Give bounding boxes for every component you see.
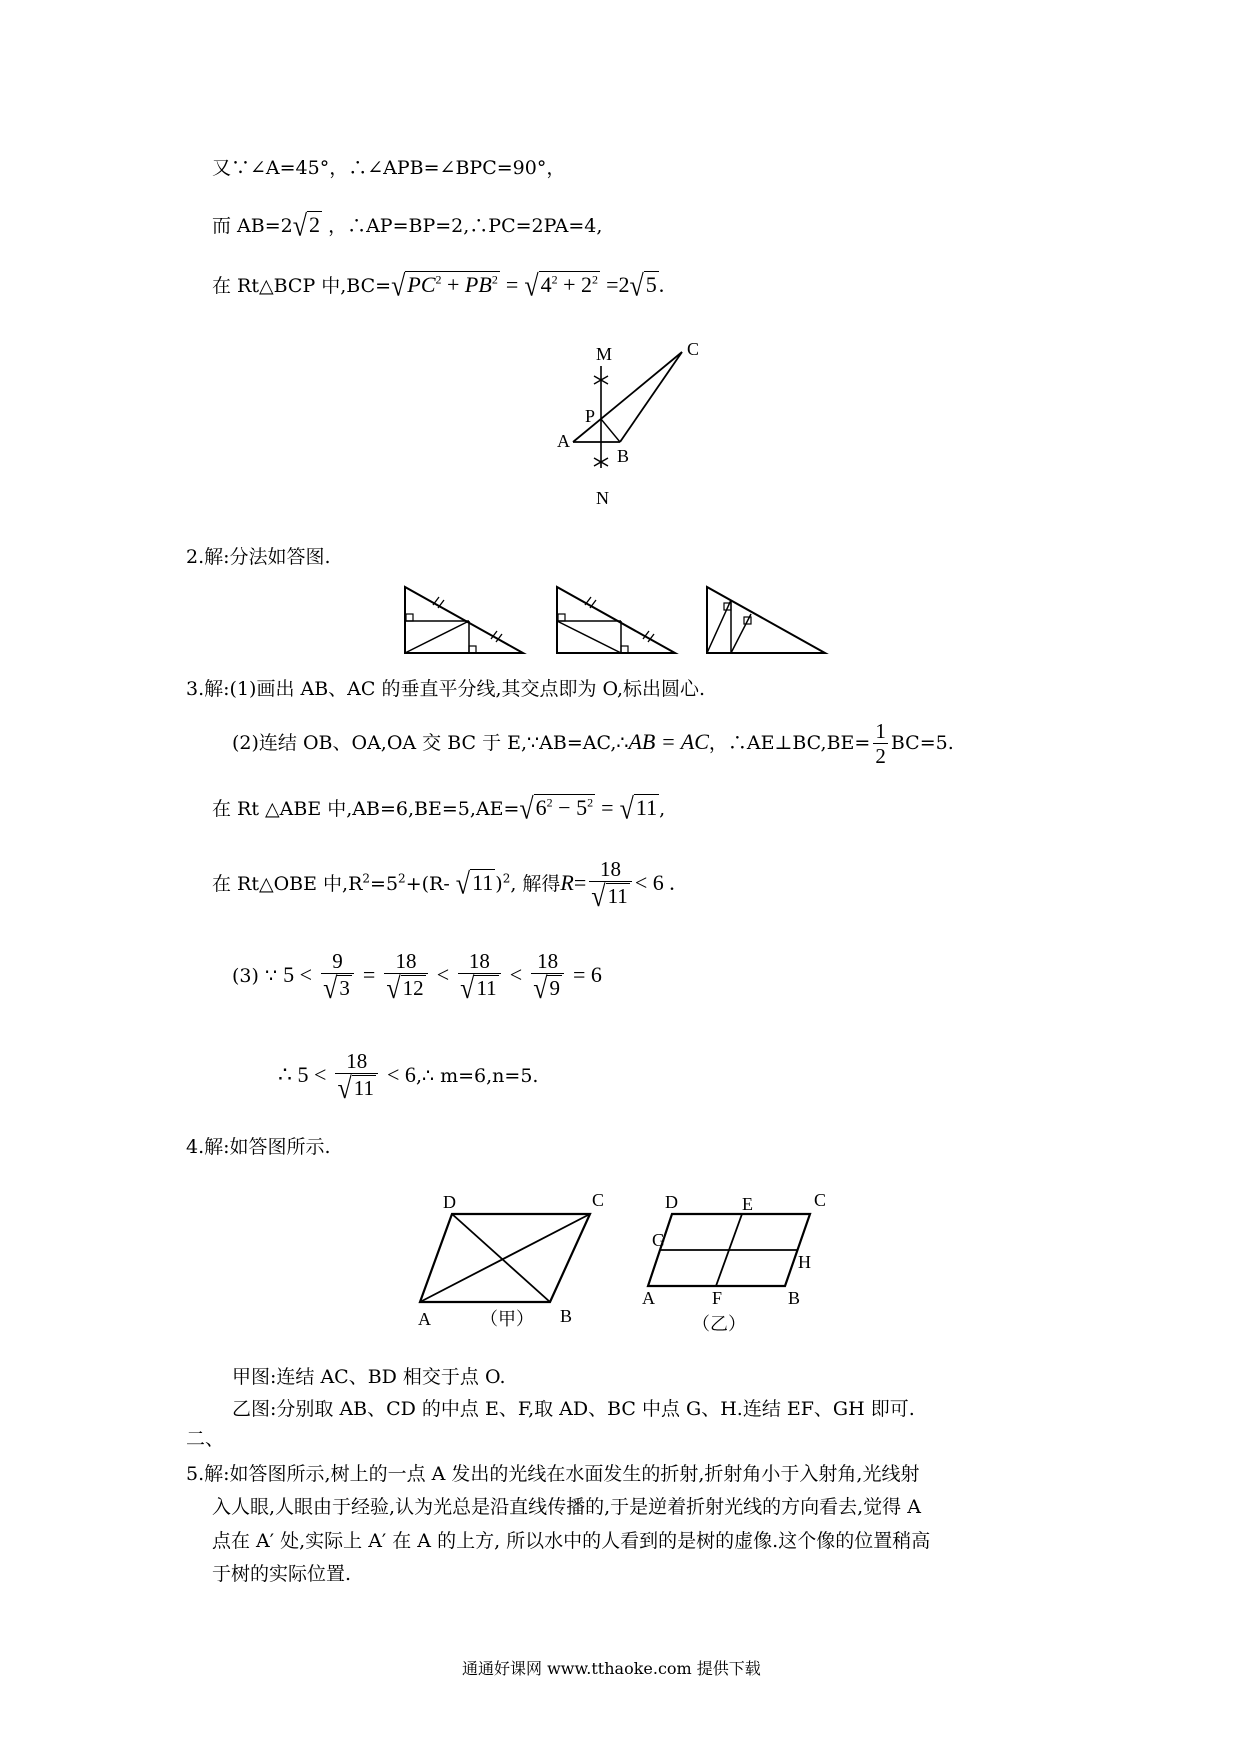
sqrt-5: √5 <box>629 268 657 303</box>
jia-explanation: 甲图:连结 AC、BD 相交于点 O. <box>232 1366 506 1388</box>
label-a: A <box>557 431 570 451</box>
jia-label-c: C <box>592 1190 605 1210</box>
yi-label-c: C <box>814 1190 827 1210</box>
text-line-2-a: 而 AB=2 <box>212 215 293 237</box>
text-line-3-a: 在 Rt△BCP 中,BC= <box>212 275 392 297</box>
solution-5-line-3: 点在 A′ 处,实际上 A′ 在 A 的上方, 所以水中的人看到的是树的虚像.这个像的位置稍高 <box>212 1530 931 1552</box>
jia-label-d: D <box>443 1192 456 1212</box>
figure-triangle-bisector <box>545 340 705 510</box>
division-triangle-3 <box>707 587 825 653</box>
yi-label-f: F <box>712 1288 723 1308</box>
solution-5-line-2: 入人眼,人眼由于经验,认为光总是沿直线传播的,于是逆着折射光线的方向看去,觉得 A <box>212 1496 921 1518</box>
yi-label-b: B <box>788 1288 801 1308</box>
solution-5-line-1: 5.解:如答图所示,树上的一点 A 发出的光线在水面发生的折射,折射角小于入射角,光线射 <box>186 1463 920 1485</box>
jia-label-a: A <box>418 1309 431 1329</box>
sqrt-11: √11 <box>619 791 658 826</box>
label-c: C <box>687 339 700 359</box>
figure-parallelogram-jia <box>410 1188 610 1338</box>
fraction-half: $\frac{1}{2}$ <box>875 719 886 769</box>
yi-explanation: 乙图:分别取 AB、CD 的中点 E、F,取 AD、BC 中点 G、H.连结 EF、GH 即可. <box>232 1398 915 1420</box>
sqrt-4-2: $√4^2 + 2^2$ <box>524 268 599 303</box>
fraction-18-sqrt11: $\frac{18}{√11}$ <box>589 858 632 912</box>
sqrt-pc-pb: $√PC^2 + PB^2$ <box>391 268 498 303</box>
yi-label-h: H <box>798 1252 811 1272</box>
yi-label-e: E <box>742 1194 753 1214</box>
solution-5-line-4: 于树的实际位置. <box>212 1563 352 1585</box>
label-m: M <box>596 344 613 364</box>
sqrt-6-5: $√6^2 - 5^2$ <box>519 791 594 826</box>
label-b: B <box>617 446 630 466</box>
sqrt-2: √2 <box>292 208 321 243</box>
yi-label-d: D <box>665 1192 678 1212</box>
solution-3-ae: 在 Rt △ABE 中$,AB=6,BE=5,AE=√6^2 - 5^2 = √11$ , <box>212 791 666 826</box>
yi-caption: （乙） <box>692 1314 746 1334</box>
text-line-3 <box>212 270 664 301</box>
yi-label-g: G <box>652 1230 665 1250</box>
segment-cb <box>620 352 682 442</box>
solution-2-heading: 2.解:分法如答图. <box>186 546 331 568</box>
solution-4-heading: 4.解:如答图所示. <box>186 1136 331 1158</box>
figure-parallelogram-yi <box>640 1188 840 1338</box>
segment-ac <box>573 352 682 442</box>
label-p: P <box>585 406 596 426</box>
yi-label-a: A <box>642 1288 655 1308</box>
text-line-2-b: ，∴AP=BP=2,∴PC=2PA=4, <box>328 215 603 237</box>
solution-3-radius: 在 Rt△OBE 中$,R^2=5^2+(R-$ √11 )$^2$, 解得R= $\frac{18}{√11}$ < 6 . <box>212 857 675 914</box>
segment-pb <box>601 419 620 442</box>
period: . <box>658 272 665 297</box>
page-footer: 通通好课网 www.tthaoke.com 提供下载 <box>462 1659 761 1678</box>
solution-3-conclusion: ∴ 5 < $\frac{18}{√11}$ < 6,∴ m=6,n=5. <box>278 1049 539 1106</box>
text-line-1: 又∵∠A=45°，∴∠APB=∠BPC=90°， <box>212 157 566 179</box>
solution-3-part-1: 3.解:(1)画出 AB、AC 的垂直平分线,其交点即为 O,标出圆心. <box>186 678 706 700</box>
solution-3-part-3: (3) ∵ 5 < $\frac{9}{√3}$ = $\frac{18}{√12}$ < $\frac{18}{√11}$ < $\frac{18}{√9}$ = 6 <box>232 949 602 1006</box>
result-2: =2 <box>606 272 630 297</box>
division-triangle-1 <box>405 587 523 653</box>
section-two-heading: 二、 <box>186 1428 225 1450</box>
eq-1: = <box>505 272 519 297</box>
text-line-2 <box>212 210 602 241</box>
figure-triangle-divisions <box>405 585 835 657</box>
label-n: N <box>596 488 609 508</box>
jia-label-b: B <box>560 1306 573 1326</box>
solution-3-part-2: (2)连结 OB、OA,OA 交 BC 于 E,∵AB=AC,∴AB = AC，∴AE⊥BC,BE= $\frac{1}{2}$ BC=5. <box>232 719 954 769</box>
jia-caption: （甲） <box>480 1309 534 1329</box>
sqrt-11-r: √11 <box>455 866 494 901</box>
division-triangle-2 <box>557 587 675 653</box>
